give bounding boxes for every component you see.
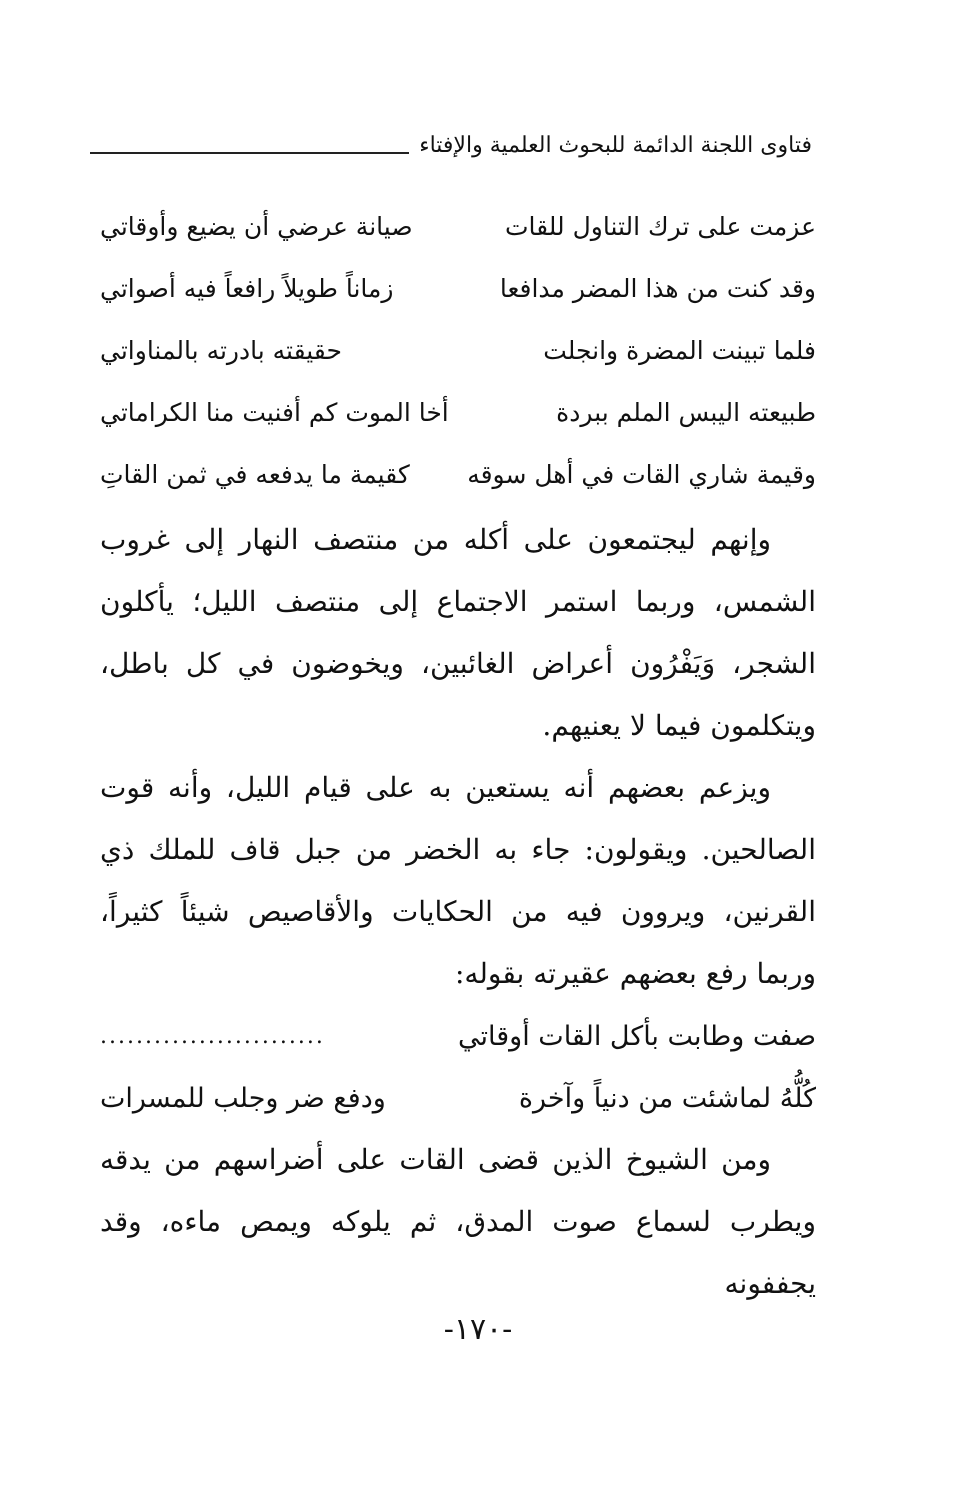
paragraph: ومن الشيوخ الذين قضى القات على أضراسهم من يدقه ويطرب لسماع صوت المدق، ثم يلوكه ويمص ماءه، وقد يجففونه: [100, 1143, 816, 1300]
verse: [100, 1005, 816, 1067]
verse: [100, 381, 816, 443]
header-rule: [90, 152, 409, 154]
hemistich-left: أخا الموت كم أفنيت منا الكراماتي: [100, 397, 449, 427]
hemistich-right: طبيعته اليبس الملم ببردة: [556, 397, 816, 427]
hemistich-right: وقد كنت من هذا المضر مدافعا: [499, 273, 816, 303]
hemistich-right: صفت وطابت بأكل القات أوقاتي: [458, 1020, 816, 1052]
page-body: [100, 195, 816, 1315]
hemistich-right: فلما تبينت المضرة وانجلت: [543, 335, 816, 365]
verse: [100, 1067, 816, 1129]
hemistich-right: وقيمة شاري القات في أهل سوقه: [467, 459, 816, 489]
verse: [100, 319, 816, 381]
verse: [100, 195, 816, 257]
hemistich-left: صيانة عرضي أن يضيع وأوقاتي: [100, 211, 413, 241]
verse: [100, 443, 816, 505]
page-number: -١٧٠-: [443, 1312, 513, 1347]
paragraph: ويزعم بعضهم أنه يستعين به على قيام الليل، وأنه قوت الصالحين. ويقولون: جاء به الخضر من جبل قاف للملك ذي القرنين، ويروون فيه من الحكايات والأقاصيص شيئاً كثيراً، وربما رفع بعضهم عقيرته بقوله:: [100, 771, 816, 990]
poem-block-2: [100, 1005, 816, 1129]
hemistich-right: كُلُّهُ لماشئت من دنياً وآخرة: [518, 1082, 816, 1114]
hemistich-left: كقيمة ما يدفعه في ثمن القاتِ: [100, 459, 410, 489]
header-title: فتاوى اللجنة الدائمة للبحوث العلمية والإفتاء: [419, 133, 812, 158]
verse: [100, 257, 816, 319]
poem-block-1: [100, 195, 816, 505]
hemistich-left: ودفع ضر وجلب للمسرات: [100, 1082, 386, 1114]
running-header: [90, 128, 812, 160]
hemistich-left: حقيقته بادرته بالمناواتي: [100, 335, 342, 365]
hemistich-left-elided: .........................: [100, 1023, 325, 1049]
paragraph: وإنهم ليجتمعون على أكله من منتصف النهار إلى غروب الشمس، وربما استمر الاجتماع إلى منتصف الليل؛ يأكلون الشجر، وَيَفْرُون أعراض الغائبين، ويخوضون في كل باطل، ويتكلمون فيما لا يعنيهم.: [100, 523, 816, 742]
hemistich-right: عزمت على ترك التناول للقات: [504, 211, 816, 241]
hemistich-left: زماناً طويلاً رافعاً فيه أصواتي: [100, 273, 394, 303]
